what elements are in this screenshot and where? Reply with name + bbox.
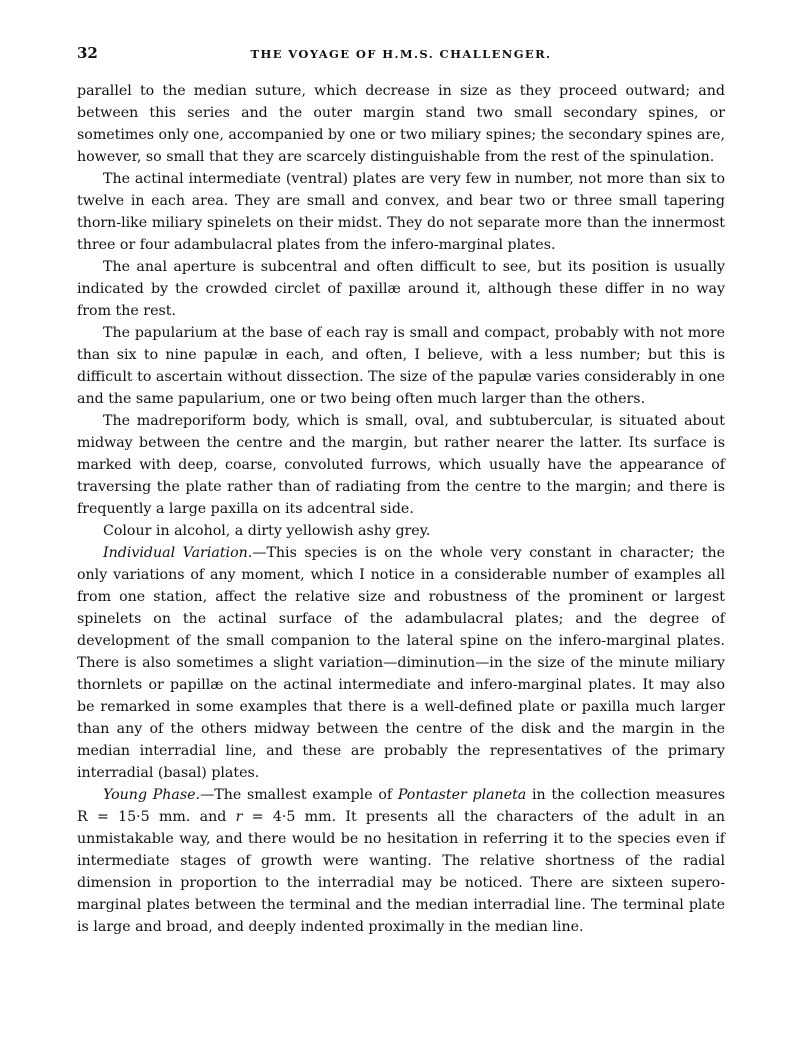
r-symbol: r xyxy=(235,809,243,825)
section-heading-individual-variation: Individual Variation. xyxy=(103,545,253,561)
paragraph-actinal-plates: The actinal intermediate (ventral) plates are very few in number, not more than six to twelve in each area. They are small and convex, and bear two or three small tapering thorn-like miliary spinelets on their midst. They do not separate more than the innermost three or four adambulacral plates from the infero-marginal plates. xyxy=(77,171,725,253)
page-number: 32 xyxy=(77,44,98,62)
page-header xyxy=(77,44,725,66)
body-text xyxy=(77,80,725,938)
paragraph-spines-continued: parallel to the median suture, which decrease in size as they proceed outward; and between this series and the outer margin stand two small secondary spines, or sometimes only one, accompanied by one or two miliary spines; the secondary spines are, however, so small that they are scarcely distinguishable from the rest of the spinulation. xyxy=(77,83,725,165)
paragraph-individual-variation xyxy=(77,542,725,784)
individual-variation-text: —This species is on the whole very constant in character; the only variations of any moment, which I notice in a considerable number of examples all from one station, affect the relative size and robustness of the prominent or largest spinelets on the actinal surface of the adambulacral plates; and the degree of development of the small companion to the lateral spine on the infero-marginal plates. There is also sometimes a slight variation—diminution—in the size of the minute miliary thornlets or papillæ on the actinal intermediate and infero-marginal plates. It may also be remarked in some examples that there is a well-defined plate or paxilla much larger than any of the others midway between the centre of the disk and the margin in the median interradial line, and these are probably the representatives of the primary interradial (basal) plates. xyxy=(77,545,725,781)
running-title: THE VOYAGE OF H.M.S. CHALLENGER. xyxy=(250,47,552,61)
young-phase-text-a: —The smallest example of xyxy=(200,787,398,803)
paragraph-young-phase xyxy=(77,784,725,938)
paragraph-madreporiform-body: The madreporiform body, which is small, oval, and subtubercular, is situated about midway between the centre and the margin, but rather nearer the latter. Its surface is marked with deep, coarse, convoluted furrows, which usually have the appearance of traversing the plate rather than of radiating from the centre to the margin; and there is frequently a large paxilla on its adcentral side. xyxy=(77,413,725,517)
species-name: Pontaster planeta xyxy=(397,787,527,803)
young-phase-text-c: = 4·5 mm. It presents all the characters of the adult in an unmistakable way, and there would be no hesitation in referring it to the species even if intermediate stages of growth were wanting. The relative shortness of the radial dimension in proportion to the interradial may be noticed. There are sixteen supero-marginal plates between the terminal and the median interradial line. The terminal plate is large and broad, and deeply indented proximally in the median line. xyxy=(77,809,725,935)
paragraph-anal-aperture: The anal aperture is subcentral and often difficult to see, but its position is usually indicated by the crowded circlet of paxillæ around it, although these differ in no way from the rest. xyxy=(77,259,725,319)
paragraph-papularium: The papularium at the base of each ray is small and compact, probably with not more than six to nine papulæ in each, and often, I believe, with a less number; but this is difficult to ascertain without dissection. The size of the papulæ varies considerably in one and the same papularium, one or two being often much larger than the others. xyxy=(77,325,725,407)
young-phase-text-b: in the collection measures R = 15·5 mm. and xyxy=(77,787,725,825)
section-heading-young-phase: Young Phase. xyxy=(103,787,201,803)
paragraph-colour: Colour in alcohol, a dirty yellowish ashy grey. xyxy=(103,523,431,539)
